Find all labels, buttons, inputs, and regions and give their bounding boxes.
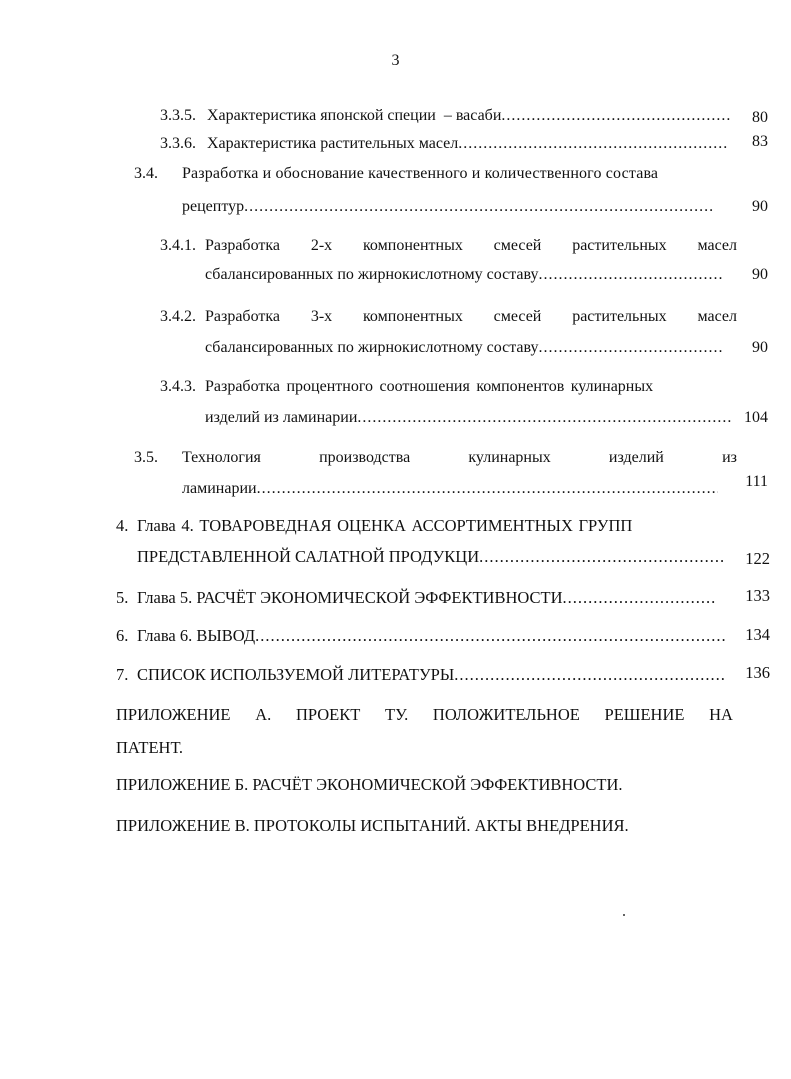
- toc-entry-text: рецептур: [182, 198, 245, 215]
- leader-dots: [501, 106, 730, 126]
- appendix-b: ПРИЛОЖЕНИЕ Б. РАСЧЁТ ЭКОНОМИЧЕСКОЙ ЭФФЕКТИВНОСТИ.: [116, 775, 623, 794]
- word: 2-х: [310, 237, 333, 254]
- toc-entry-3-5-line2: [182, 479, 718, 499]
- toc-entry-3-3-5: [207, 106, 730, 126]
- toc-chapter-6: [137, 626, 727, 646]
- leader-dots: [257, 479, 718, 499]
- toc-number: 5.: [116, 588, 129, 607]
- toc-number: 3.4.3.: [160, 378, 196, 395]
- word: смесей: [493, 308, 542, 325]
- toc-chapter-5: [137, 588, 717, 608]
- toc-page-number: 104: [744, 409, 768, 426]
- toc-page-number: 133: [745, 586, 770, 605]
- toc-entry-text: Характеристика японской специи – васаби: [207, 107, 502, 124]
- leader-dots: [255, 626, 727, 646]
- toc-entry-text: сбалансированных по жирнокислотному составу: [205, 339, 539, 356]
- word: ПОЛОЖИТЕЛЬНОЕ: [432, 705, 580, 724]
- toc-page-number: 90: [752, 198, 768, 215]
- toc-page-number: 90: [752, 339, 768, 356]
- scan-speck: [623, 914, 625, 916]
- toc-entry-3-4-line2: [182, 197, 715, 217]
- word: масел: [697, 237, 737, 254]
- toc-entry-text: ПРЕДСТАВЛЕННОЙ САЛАТНОЙ ПРОДУКЦИ: [137, 547, 480, 566]
- toc-page-number: 122: [745, 549, 770, 568]
- toc-entry-3-5-line1: [182, 448, 737, 468]
- word: Технология: [182, 449, 261, 466]
- toc-number: 3.5.: [134, 449, 158, 466]
- toc-number: 6.: [116, 626, 129, 645]
- toc-entry-text: СПИСОК ИСПОЛЬЗУЕМОЙ ЛИТЕРАТУРЫ: [137, 665, 455, 684]
- appendix-c: ПРИЛОЖЕНИЕ В. ПРОТОКОЛЫ ИСПЫТАНИЙ. АКТЫ ВНЕДРЕНИЯ.: [116, 816, 629, 835]
- toc-entry-3-4-2-line1: [205, 307, 737, 327]
- leader-dots: [244, 197, 715, 217]
- toc-chapter-4-line2: [137, 547, 725, 567]
- leader-dots: [562, 588, 717, 608]
- word: компонентных: [362, 237, 463, 254]
- toc-entry-3-4-3-line2: [205, 408, 731, 428]
- toc-page-number: 111: [745, 473, 768, 490]
- word: Разработка: [205, 237, 280, 254]
- leader-dots: [539, 265, 723, 285]
- word: смесей: [493, 237, 542, 254]
- toc-entry-text: Глава 6. ВЫВОД: [137, 626, 256, 645]
- toc-number: 3.3.5.: [160, 107, 196, 124]
- leader-dots: [479, 547, 725, 567]
- toc-entry-3-4-3-line1: Разработка процентного соотношения компонентов кулинарных: [205, 378, 654, 395]
- toc-page-number: 134: [745, 625, 770, 644]
- toc-number: 4.: [116, 516, 129, 535]
- appendix-a-line1: [116, 705, 733, 725]
- word: изделий: [608, 449, 664, 466]
- word: из: [722, 449, 737, 466]
- toc-entry-3-4-line1: Разработка и обоснование качественного и количественного состава: [182, 165, 659, 182]
- word: масел: [697, 308, 737, 325]
- toc-page-number: 90: [752, 266, 768, 283]
- word: растительных: [572, 308, 667, 325]
- toc-number: 3.3.6.: [160, 135, 196, 152]
- word: ПРОЕКТ: [295, 705, 361, 724]
- page-number: 3: [391, 52, 400, 69]
- toc-page-number: 80: [752, 109, 768, 126]
- word: производства: [319, 449, 411, 466]
- toc-chapter-4-line1: Глава 4. ТОВАРОВЕДНАЯ ОЦЕНКА АССОРТИМЕНТНЫХ ГРУПП: [137, 516, 633, 535]
- word: 3-х: [310, 308, 333, 325]
- toc-number: 3.4.2.: [160, 308, 196, 325]
- toc-number: 3.4.: [134, 165, 158, 182]
- leader-dots: [539, 338, 723, 358]
- word: ПРИЛОЖЕНИЕ: [116, 705, 231, 724]
- appendix-a-line2: ПАТЕНТ.: [116, 738, 184, 757]
- toc-entry-text: изделий из ламинарии: [205, 409, 358, 426]
- word: А.: [255, 705, 272, 724]
- toc-entry-3-3-6: [207, 134, 727, 154]
- toc-entry-3-4-1-line2: [205, 265, 723, 285]
- toc-entry-text: ламинарии: [182, 480, 257, 497]
- leader-dots: [357, 408, 731, 428]
- leader-dots: [454, 665, 727, 685]
- toc-chapter-7: [137, 665, 727, 685]
- toc-number: 3.4.1.: [160, 237, 196, 254]
- toc-entry-text: сбалансированных по жирнокислотному составу: [205, 266, 539, 283]
- word: растительных: [572, 237, 667, 254]
- word: кулинарных: [468, 449, 551, 466]
- toc-entry-3-4-1-line1: [205, 236, 737, 256]
- word: Разработка: [205, 308, 280, 325]
- toc-number: 7.: [116, 665, 129, 684]
- word: ТУ.: [385, 705, 409, 724]
- toc-page-number: 136: [745, 663, 770, 682]
- toc-page-number: 83: [752, 133, 768, 150]
- toc-entry-text: Глава 5. РАСЧЁТ ЭКОНОМИЧЕСКОЙ ЭФФЕКТИВНОСТИ: [137, 588, 563, 607]
- toc-entry-3-4-2-line2: [205, 338, 723, 358]
- word: НА: [709, 705, 733, 724]
- word: компонентных: [362, 308, 463, 325]
- leader-dots: [458, 134, 727, 154]
- word: РЕШЕНИЕ: [604, 705, 685, 724]
- toc-entry-text: Характеристика растительных масел: [207, 135, 459, 152]
